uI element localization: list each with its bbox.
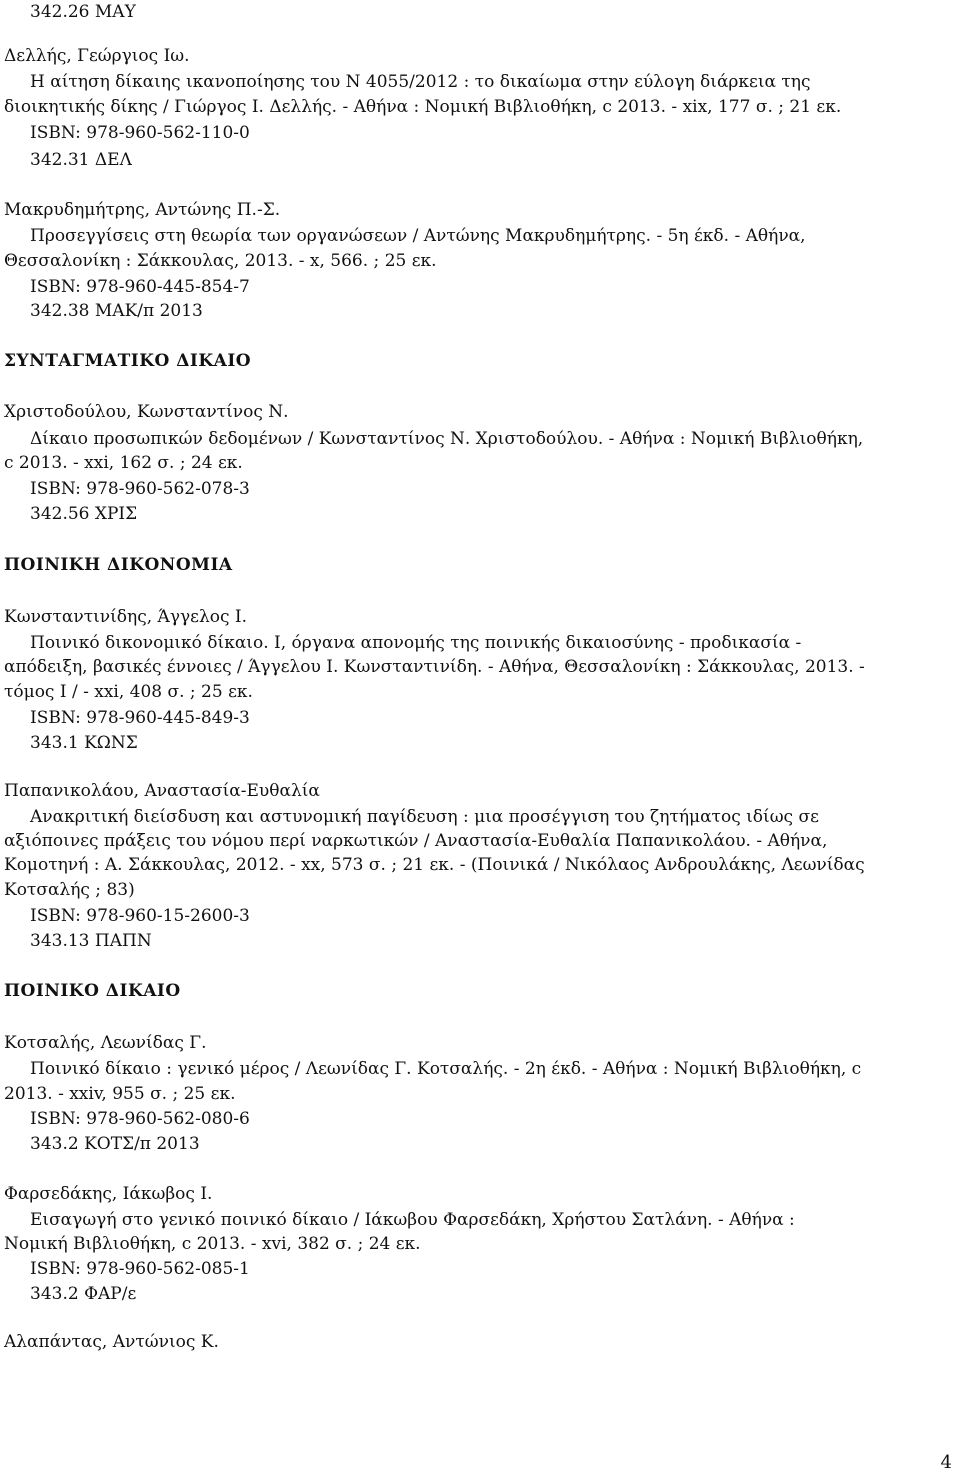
entry-author: Παπανικολάου, Αναστασία-Ευθαλία <box>4 781 320 801</box>
entry-isbn: ISBN: 978-960-15-2600-3 <box>30 906 250 926</box>
entry-title-line: Η αίτηση δίκαιης ικανοποίησης του Ν 4055/2012 : το δικαίωμα στην εύλογη διάρκεια της <box>30 72 811 92</box>
section-heading: ΠΟΙΝΙΚΟ ΔΙΚΑΙΟ <box>4 981 181 1001</box>
entry-description-line: τόμος Ι / - xxi, 408 σ. ; 25 εκ. <box>4 682 253 702</box>
section-heading: ΠΟΙΝΙΚΗ ΔΙΚΟΝΟΜΙΑ <box>4 555 233 575</box>
entry-title-line: Εισαγωγή στο γενικό ποινικό δίκαιο / Ιάκωβου Φαρσεδάκη, Χρήστου Σατλάνη. - Αθήνα : <box>30 1210 795 1230</box>
entry-title-line: Δίκαιο προσωπικών δεδομένων / Κωνσταντίνος Ν. Χριστοδούλου. - Αθήνα : Νομική Βιβλιοθήκη, <box>30 429 864 449</box>
entry-author: Φαρσεδάκης, Ιάκωβος Ι. <box>4 1184 213 1204</box>
entry-isbn: ISBN: 978-960-562-085-1 <box>30 1259 250 1279</box>
entry-title-line: Προσεγγίσεις στη θεωρία των οργανώσεων / Αντώνης Μακρυδημήτρης. - 5η έκδ. - Αθήνα, <box>30 226 806 246</box>
entry-description-line: αξιόποινες πράξεις του νόμου περί ναρκωτικών / Αναστασία-Ευθαλία Παπανικολάου. - Αθήνα, <box>4 831 828 851</box>
entry-classification: 343.2 ΦΑΡ/ε <box>30 1284 137 1304</box>
entry-author: Αλαπάντας, Αντώνιος Κ. <box>4 1332 219 1352</box>
entry-description-line: Θεσσαλονίκη : Σάκκουλας, 2013. - x, 566. ; 25 εκ. <box>4 251 437 271</box>
entry-isbn: ISBN: 978-960-445-854-7 <box>30 277 250 297</box>
page-number: 4 <box>940 1452 952 1473</box>
entry-author: Κοτσαλής, Λεωνίδας Γ. <box>4 1033 207 1053</box>
entry-author: Μακρυδημήτρης, Αντώνης Π.-Σ. <box>4 200 281 220</box>
entry-description-line: Νομική Βιβλιοθήκη, c 2013. - xvi, 382 σ. ; 24 εκ. <box>4 1234 421 1254</box>
entry-title-line: Ανακριτική διείσδυση και αστυνομική παγίδευση : μια προσέγγιση του ζητήματος ιδίως σε <box>30 807 819 827</box>
entry-classification: 342.56 ΧΡΙΣ <box>30 504 138 524</box>
entry-isbn: ISBN: 978-960-562-110-0 <box>30 123 250 143</box>
entry-description-line: c 2013. - xxi, 162 σ. ; 24 εκ. <box>4 453 243 473</box>
entry-classification: 343.1 ΚΩΝΣ <box>30 733 138 753</box>
entry-classification: 343.2 ΚΟΤΣ/π 2013 <box>30 1134 200 1154</box>
entry-classification: 343.13 ΠΑΠΝ <box>30 931 152 951</box>
entry-classification: 342.31 ΔΕΛ <box>30 150 132 170</box>
entry-description-line: Κομοτηνή : Α. Σάκκουλας, 2012. - xx, 573 σ. ; 21 εκ. - (Ποινικά / Νικόλαος Ανδρουλάκης, Λεωνίδας <box>4 855 865 875</box>
entry-description-line: διοικητικής δίκης / Γιώργος Ι. Δελλής. - Αθήνα : Νομική Βιβλιοθήκη, c 2013. - xix, 177 σ. ; 21 εκ. <box>4 97 842 117</box>
entry-author: Κωνσταντινίδης, Άγγελος Ι. <box>4 607 247 627</box>
entry-isbn: ISBN: 978-960-562-078-3 <box>30 479 250 499</box>
entry-description-line: απόδειξη, βασικές έννοιες / Άγγελου Ι. Κωνσταντινίδη. - Αθήνα, Θεσσαλονίκη : Σάκκουλας, 2013. - <box>4 657 865 677</box>
entry-isbn: ISBN: 978-960-445-849-3 <box>30 708 250 728</box>
entry-classification: 342.38 ΜΑΚ/π 2013 <box>30 301 203 321</box>
entry-isbn: ISBN: 978-960-562-080-6 <box>30 1109 250 1129</box>
section-heading: ΣΥΝΤΑΓΜΑΤΙΚΟ ΔΙΚΑΙΟ <box>4 351 252 371</box>
entry-title-line: Ποινικό δίκαιο : γενικό μέρος / Λεωνίδας Γ. Κοτσαλής. - 2η έκδ. - Αθήνα : Νομική Βιβλιοθήκη, c <box>30 1059 862 1079</box>
entry-author: Δελλής, Γεώργιος Ιω. <box>4 46 190 66</box>
entry-description-line: Κοτσαλής ; 83) <box>4 880 135 900</box>
classification-number: 342.26 ΜΑΥ <box>30 2 136 22</box>
entry-description-line: 2013. - xxiv, 955 σ. ; 25 εκ. <box>4 1084 236 1104</box>
entry-author: Χριστοδούλου, Κωνσταντίνος Ν. <box>4 402 289 422</box>
entry-title-line: Ποινικό δικονομικό δίκαιο. Ι, όργανα απονομής της ποινικής δικαιοσύνης - προδικασία - <box>30 633 802 653</box>
